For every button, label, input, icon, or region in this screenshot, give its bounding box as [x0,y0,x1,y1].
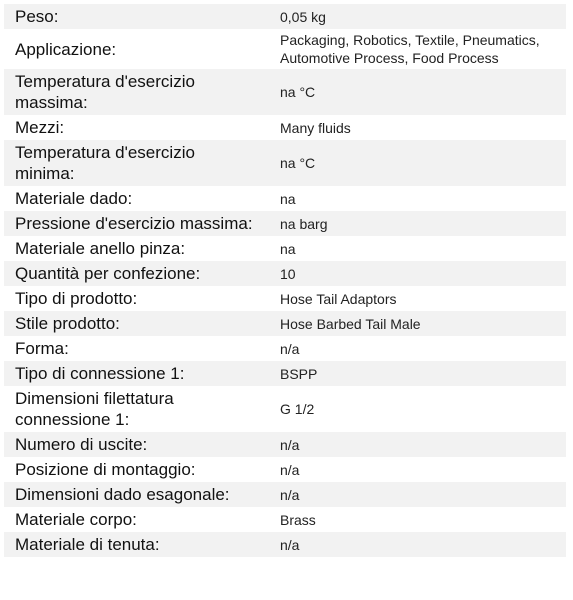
spec-row-numero-uscite [4,432,566,457]
spec-label: Dimensioni filettatura connessione 1: [4,386,269,432]
spec-value: n/a [269,532,566,557]
spec-value: n/a [269,432,566,457]
spec-row-materiale-tenuta [4,532,566,557]
spec-label: Materiale corpo: [4,507,269,532]
spec-label: Temperatura d'esercizio minima: [4,140,269,186]
spec-value: n/a [269,336,566,361]
spec-row-tipo-prodotto [4,286,566,311]
spec-value: n/a [269,457,566,482]
spec-label: Quantità per confezione: [4,261,269,286]
spec-table [4,4,566,557]
spec-row-applicazione [4,29,566,69]
spec-row-materiale-corpo [4,507,566,532]
spec-value: na °C [269,69,566,115]
spec-value: Many fluids [269,115,566,140]
spec-row-temperatura-minima [4,140,566,186]
spec-label: Pressione d'esercizio massima: [4,211,269,236]
spec-row-posizione-montaggio [4,457,566,482]
spec-row-stile-prodotto [4,311,566,336]
spec-label: Numero di uscite: [4,432,269,457]
spec-value: Packaging, Robotics, Textile, Pneumatics, Automotive Process, Food Process [269,29,566,69]
spec-value: na barg [269,211,566,236]
spec-label: Stile prodotto: [4,311,269,336]
spec-row-temperatura-massima [4,69,566,115]
spec-row-peso [4,4,566,29]
spec-row-materiale-anello-pinza [4,236,566,261]
spec-value: Hose Barbed Tail Male [269,311,566,336]
spec-value: na °C [269,140,566,186]
spec-label: Materiale di tenuta: [4,532,269,557]
spec-label: Forma: [4,336,269,361]
spec-label: Tipo di prodotto: [4,286,269,311]
spec-value: Hose Tail Adaptors [269,286,566,311]
spec-value: 0,05 kg [269,4,566,29]
spec-label: Temperatura d'esercizio massima: [4,69,269,115]
spec-row-pressione-massima [4,211,566,236]
spec-value: na [269,186,566,211]
spec-table-body [4,4,566,557]
spec-row-quantita-confezione [4,261,566,286]
spec-value: G 1/2 [269,386,566,432]
spec-label: Applicazione: [4,29,269,69]
spec-label: Mezzi: [4,115,269,140]
spec-value: n/a [269,482,566,507]
spec-row-dimensioni-dado [4,482,566,507]
spec-value: na [269,236,566,261]
spec-value: 10 [269,261,566,286]
spec-label: Materiale dado: [4,186,269,211]
spec-row-dimensioni-filettatura [4,386,566,432]
spec-row-mezzi [4,115,566,140]
spec-label: Dimensioni dado esagonale: [4,482,269,507]
spec-row-tipo-connessione-1 [4,361,566,386]
spec-label: Materiale anello pinza: [4,236,269,261]
spec-label: Peso: [4,4,269,29]
spec-row-forma [4,336,566,361]
spec-value: Brass [269,507,566,532]
spec-label: Posizione di montaggio: [4,457,269,482]
spec-row-materiale-dado [4,186,566,211]
spec-label: Tipo di connessione 1: [4,361,269,386]
spec-value: BSPP [269,361,566,386]
